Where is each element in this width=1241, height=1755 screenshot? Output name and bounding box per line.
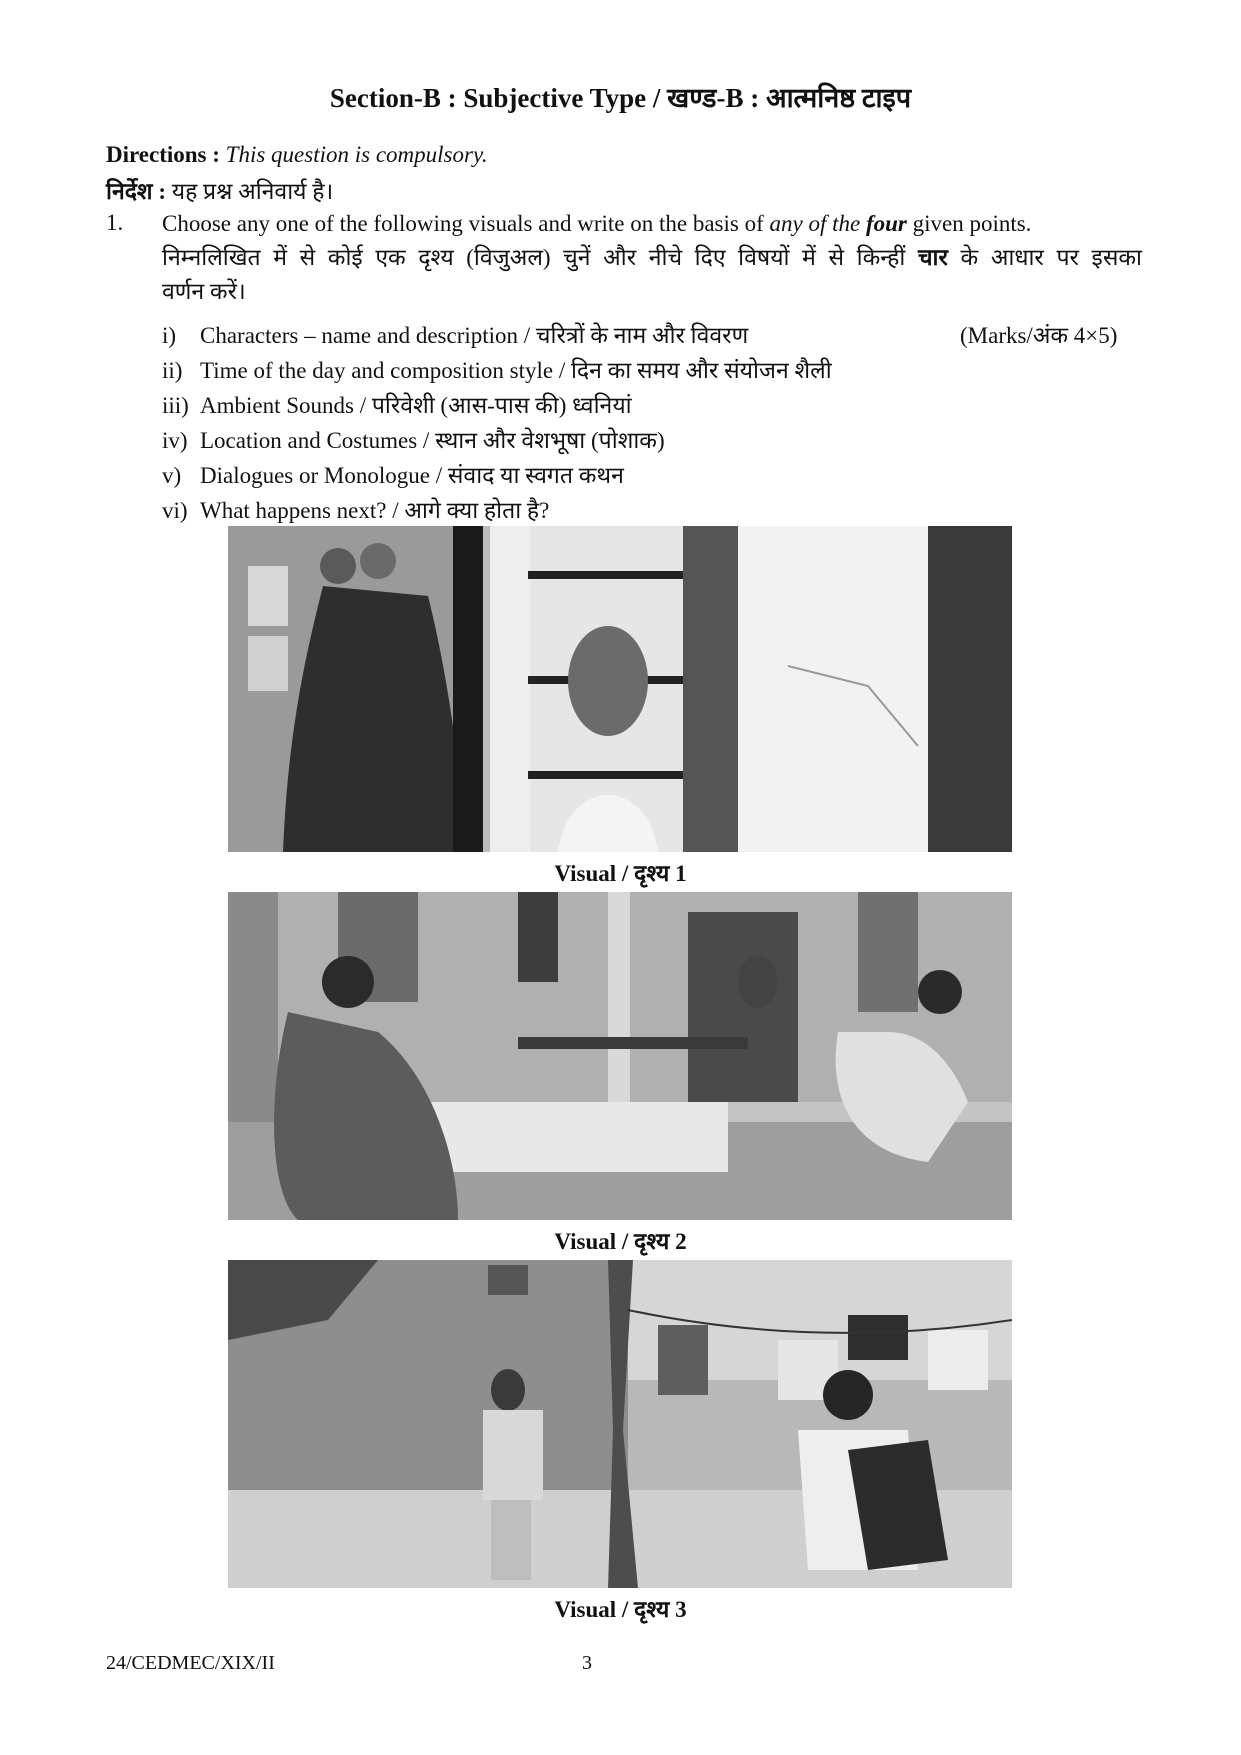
directions-label-en: Directions : — [106, 142, 220, 167]
visual-3-image — [228, 1260, 1012, 1588]
visual-2-image — [228, 892, 1012, 1220]
visual-2-caption: Visual / दृश्य 2 — [554, 1229, 687, 1254]
directions-text-en: This question is compulsory. — [225, 142, 488, 167]
page-number: 3 — [582, 1652, 592, 1674]
directions-hi — [106, 174, 333, 206]
visual-3-caption: Visual / दृश्य 3 — [554, 1597, 687, 1622]
question-text-hi-line1: निम्नलिखित में से कोई एक दृश्य (विजुअल) चुनें और नीचे दिए विषयों में से किन्हीं चार के आधार पर इसका — [162, 245, 1142, 270]
point-item: vi) What happens next? / आगे क्या होता है? — [162, 498, 550, 523]
point-item: iv) Location and Costumes / स्थान और वेशभूषा (पोशाक) — [162, 428, 665, 453]
point-item: iii) Ambient Sounds / परिवेशी (आस-पास की) ध्वनियां — [162, 393, 632, 418]
point-item: i) Characters – name and description / चरित्रों के नाम और विवरण — [162, 323, 749, 348]
visual-1-image — [228, 526, 1012, 852]
directions-text-hi: यह प्रश्न अनिवार्य है। — [171, 179, 334, 204]
question-text-hi-line2: वर्णन करें। — [162, 279, 246, 304]
footer-code: 24/CEDMEC/XIX/II — [106, 1652, 275, 1674]
point-item: ii) Time of the day and composition style / दिन का समय और संयोजन शैली — [162, 358, 832, 383]
marks-label: (Marks/अंक 4×5) — [960, 323, 1118, 348]
point-item: v) Dialogues or Monologue / संवाद या स्वगत कथन — [162, 463, 624, 488]
directions-label-hi: निर्देश : — [106, 179, 166, 204]
visual-1-caption: Visual / दृश्य 1 — [554, 861, 687, 886]
question-text-en: Choose any one of the following visuals and write on the basis of any of the four given points. — [162, 211, 1032, 236]
question-number: 1. — [106, 210, 124, 235]
section-title: Section-B : Subjective Type / खण्ड-B : आत्मनिष्ठ टाइप — [329, 83, 912, 113]
directions-en — [106, 142, 488, 168]
